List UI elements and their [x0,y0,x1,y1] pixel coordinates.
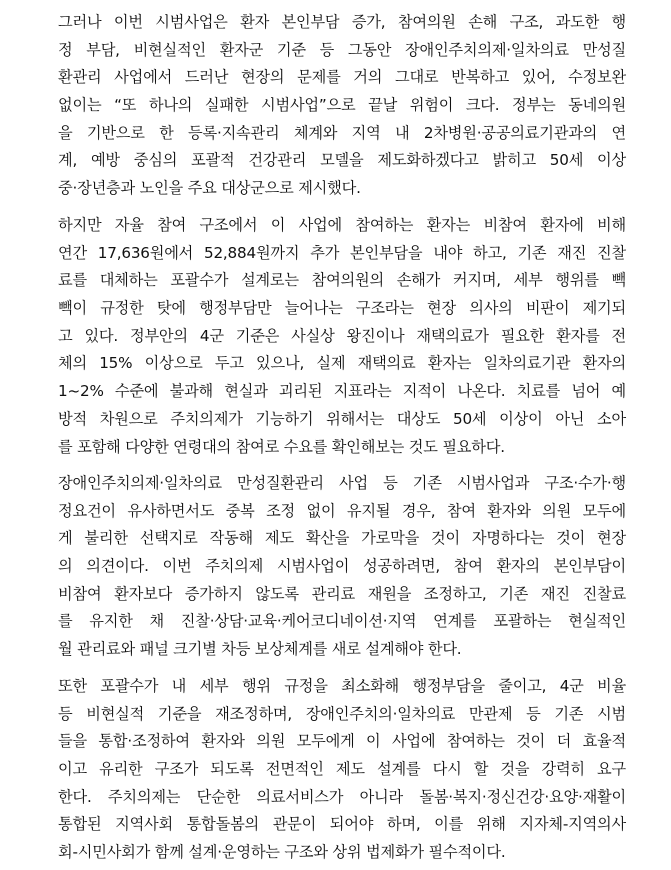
text-line: 한다. 주치의제는 단순한 의료서비스가 아니라 돌봄·복지·정신건강·요양·재활이 [58,787,626,806]
paragraph-1 [58,9,626,203]
text-line: 정 부담, 비현실적인 환자군 기준 등 그동안 장애인주치의제·일차의료 만성질 [58,40,626,59]
text-line: 환관리 사업에서 드러난 현장의 문제를 거의 그대로 반복하고 있어, 수정보완 [58,68,626,87]
text-line: 1~2% 수준에 불과해 현실과 괴리된 지표라는 지적이 나온다. 치료를 넘어 예 [58,382,626,401]
text-line: 체의 15% 이상으로 두고 있으나, 실제 재택의료 환자는 일차의료기관 환자의 [58,354,626,373]
paragraph-2 [58,212,626,461]
text-line: 료를 대체하는 포괄수가 설계로는 참여의원의 손해가 커지며, 세부 행위를 빽 [58,271,626,290]
text-line: 정요건이 유사하면서도 중복 조정 없이 유지될 경우, 참여 환자와 의원 모두에 [58,501,626,520]
text-line: 장애인주치의제·일차의료 만성질환관리 사업 등 기존 시범사업과 구조·수가·행 [58,474,626,492]
text-line: 계, 예방 중심의 포괄적 건강관리 모델을 제도화하겠다고 밝히고 50세 이상 [58,151,626,170]
text-line: 을 기반으로 한 등록·지속관리 체계와 지역 내 2차병원·공공의료기관과의 연 [58,123,626,142]
text-line: 중·장년층과 노인을 주요 대상군으로 제시했다. [58,179,361,198]
paragraph-4 [58,673,626,867]
text-line: 월 관리료와 패널 크기별 차등 보상체계를 새로 설계해야 한다. [58,640,462,659]
text-line: 를 유지한 채 진찰·상담·교육·케어코디네이션·지역 연계를 포괄하는 현실적인 [58,612,626,631]
text-line: 회-시민사회가 함께 설계·운영하는 구조와 상위 법제화가 필수적이다. [58,843,506,862]
text-line: 없이는 “또 하나의 실패한 시범사업”으로 끝날 위험이 크다. 정부는 동네의원 [58,96,626,115]
text-line: 하지만 자율 참여 구조에서 이 사업에 참여하는 환자는 비참여 환자에 비해 [58,216,626,234]
text-line: 연간 17,636원에서 52,884원까지 추가 본인부담을 내야 하고, 기존 재진 진찰 [58,243,626,262]
text-line: 들을 통합·조정하여 환자와 의원 모두에게 이 사업에 참여하는 것이 더 효율적 [58,732,626,751]
text-line: 고 있다. 정부안의 4군 기준은 사실상 왕진이나 재택의료가 필요한 환자를 전 [58,326,626,345]
text-line: 그러나 이번 시범사업은 환자 본인부담 증가, 참여의원 손해 구조, 과도한 행 [58,13,626,31]
text-line: 통합된 지역사회 통합돌봄의 관문이 되어야 하며, 이를 위해 지자체-지역의사 [58,815,626,834]
text-line: 를 포함해 다양한 연령대의 참여로 수요를 확인해보는 것도 필요하다. [58,437,505,456]
text-line: 방적 차원으로 주치의제가 기능하기 위해서는 대상도 50세 이상이 아닌 소아 [58,409,626,428]
text-line: 등 비현실적 기준을 재조정하며, 장애인주치의·일차의료 만관제 등 기존 시범 [58,704,626,723]
paragraph-3 [58,470,626,664]
text-line: 게 불리한 선택지로 작동해 제도 확산을 가로막을 것이 자명하다는 것이 현장 [58,529,626,548]
text-line: 의 의견이다. 이번 주치의제 시범사업이 성공하려면, 참여 환자의 본인부담이 [58,557,626,576]
text-line: 빽이 규정한 탓에 행정부담만 늘어나는 구조라는 현장 의사의 비판이 제기되 [58,299,626,318]
text-line: 이고 유리한 구조가 되도록 전면적인 제도 설계를 다시 할 것을 강력히 요구 [58,760,626,779]
text-line: 비참여 환자보다 증가하지 않도록 관리료 재원을 조정하고, 기존 재진 진찰료 [58,584,626,603]
text-line: 또한 포괄수가 내 세부 행위 규정을 최소화해 행정부담을 줄이고, 4군 비율 [58,677,626,695]
